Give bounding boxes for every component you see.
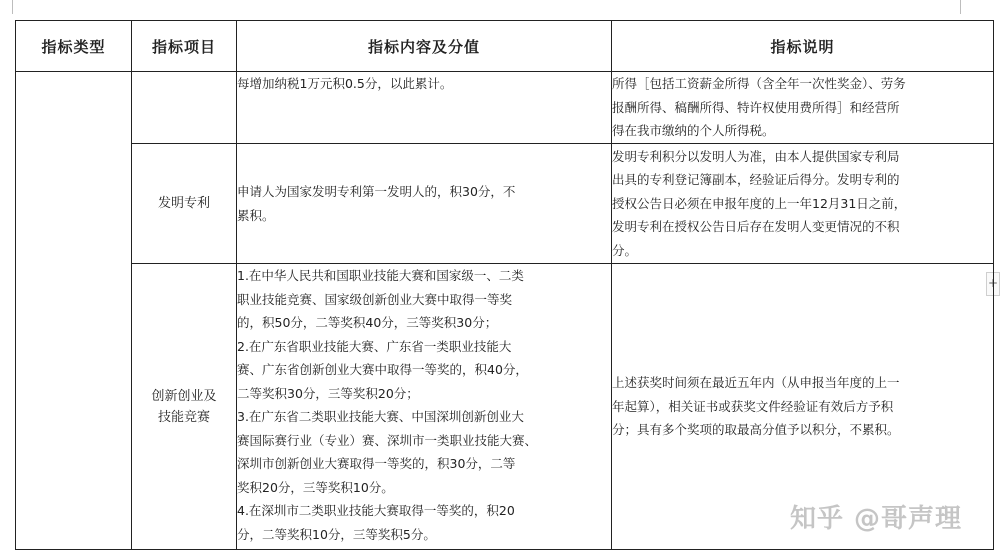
content-line: 每增加纳税1万元积0.5分，以此累计。 [237, 76, 453, 91]
indicator-type-cell [16, 72, 132, 550]
content-line: 累积。 [237, 207, 275, 223]
content-line: 深圳市创新创业大赛取得一等奖的，积30分，二等 [237, 456, 516, 471]
content-line: 二等奖积30分，三等奖积20分； [237, 385, 419, 401]
note-line: 报酬所得、稿酬所得、特许权使用费所得］和经营所 [612, 99, 900, 115]
content-line: 赛、广东省创新创业大赛中取得一等奖的，积40分， [237, 362, 528, 377]
header-indicator-item: 指标项目 [132, 21, 237, 72]
item-line: 技能竞赛 [157, 409, 210, 425]
watermark: 知乎 @哥声理 [790, 504, 963, 534]
content-cell-competition [237, 264, 612, 550]
table-header-row [16, 21, 994, 72]
note-line: 发明专利在授权公告日后存在发明人变更情况的不积 [612, 219, 900, 235]
item-cell-tax [132, 72, 237, 144]
item-cell-competition [132, 264, 237, 550]
content-line: 4.在深圳市二类职业技能大赛取得一等奖的，积20 [237, 503, 515, 518]
item-line: 创新创业及 [151, 388, 217, 404]
content-line: 申请人为国家发明专利第一发明人的，积30分，不 [237, 184, 516, 199]
note-line: 授权公告日必须在申报年度的上一年12月31日之前， [612, 195, 907, 211]
note-line: 所得［包括工资薪金所得（含全年一次性奖金）、劳务 [612, 76, 906, 91]
margin-mark-right [960, 0, 961, 14]
note-line: 出具的专利登记簿副本，经验证后得分。发明专利的 [612, 172, 900, 188]
note-line: 分；具有多个奖项的取最高分值予以积分，不累积。 [612, 422, 900, 438]
content-line: 的，积50分，二等奖积40分，三等奖积30分； [237, 315, 498, 330]
note-line: 分。 [612, 242, 638, 258]
content-line: 分，二等奖积10分，三等奖积5分。 [237, 526, 436, 542]
content-line: 赛国际赛行业（专业）赛、深圳市一类职业技能大赛、 [237, 432, 538, 448]
note-line: 发明专利积分以发明人为准，由本人提供国家专利局 [612, 148, 900, 164]
content-cell-patent [237, 144, 612, 264]
content-line: 职业技能竞赛、国家级创新创业大赛中取得一等奖 [237, 291, 513, 307]
table-row [16, 144, 994, 264]
content-line: 2.在广东省职业技能大赛、广东省一类职业技能大 [237, 338, 512, 354]
note-cell-tax [612, 72, 994, 144]
add-row-handle[interactable]: + [986, 272, 1000, 296]
margin-mark-left [12, 0, 13, 14]
note-line: 年起算），相关证书或获奖文件经验证有效后方予积 [612, 398, 894, 414]
note-line: 上述获奖时间须在最近五年内（从申报当年度的上一 [612, 375, 900, 391]
table-row [16, 72, 994, 144]
note-cell-patent [612, 144, 994, 264]
header-indicator-type: 指标类型 [16, 21, 132, 72]
note-line: 得在我市缴纳的个人所得税。 [612, 123, 775, 138]
content-cell-tax [237, 72, 612, 144]
header-indicator-content: 指标内容及分值 [237, 21, 612, 72]
content-line: 1.在中华人民共和国职业技能大赛和国家级一、二类 [237, 268, 524, 283]
header-indicator-note: 指标说明 [612, 21, 994, 72]
content-line: 3.在广东省二类职业技能大赛、中国深圳创新创业大 [237, 409, 524, 424]
item-cell-patent: 发明专利 [132, 144, 237, 264]
indicator-table [15, 20, 994, 550]
content-line: 奖积20分，三等奖积10分。 [237, 479, 394, 495]
